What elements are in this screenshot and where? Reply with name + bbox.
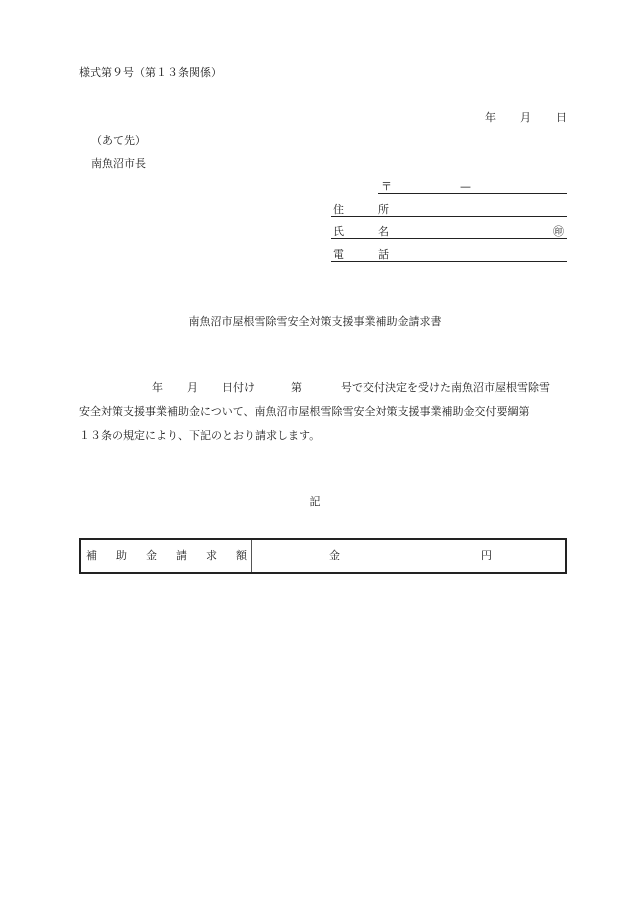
ki-heading: 記 [309,495,321,508]
addressee-name: 南魚沼市長 [91,157,146,170]
body-month: 月 [187,381,198,394]
date-month-label: 月 [520,111,531,124]
body-year: 年 [152,381,163,394]
claim-label-char-5: 求 [206,549,217,562]
date-year-label: 年 [485,111,496,124]
name-underline [331,238,567,239]
seal-mark: ㊞ [553,225,564,238]
name-label-2: 名 [378,225,389,238]
phone-label-1: 電 [333,248,344,261]
document-title: 南魚沼市屋根雪除雪安全対策支援事業補助金請求書 [188,315,442,328]
claim-label-char-6: 額 [236,549,247,562]
claim-label-char-1: 補 [86,549,97,562]
phone-underline [331,261,567,262]
form-number: 様式第９号（第１３条関係） [79,66,222,79]
currency-prefix: 金 [329,549,340,562]
body-line1-rest: 号で交付決定を受けた南魚沼市屋根雪除雪 [341,381,550,394]
postal-dash: — [460,180,471,193]
claim-amount-table [79,538,567,574]
addressee-label: （あて先） [91,134,146,147]
currency-unit: 円 [481,549,492,562]
postal-mark: 〒 [381,180,392,193]
address-label-2: 所 [378,203,389,216]
postal-underline [378,193,567,194]
claim-label-char-4: 請 [176,549,187,562]
phone-label-2: 話 [378,248,389,261]
address-underline [331,216,567,217]
body-line3: １３条の規定により、下記のとおり請求します。 [79,429,321,442]
body-line2: 安全対策支援事業補助金について、南魚沼市屋根雪除雪安全対策支援事業補助金交付要綱第 [79,405,530,418]
address-label-1: 住 [333,203,344,216]
claim-label-char-3: 金 [146,549,157,562]
claim-label-char-2: 助 [116,549,127,562]
table-divider [251,540,252,572]
name-label-1: 氏 [333,225,344,238]
body-number-prefix: 第 [291,381,302,394]
body-dated: 日付け [222,381,255,394]
date-day-label: 日 [556,111,567,124]
